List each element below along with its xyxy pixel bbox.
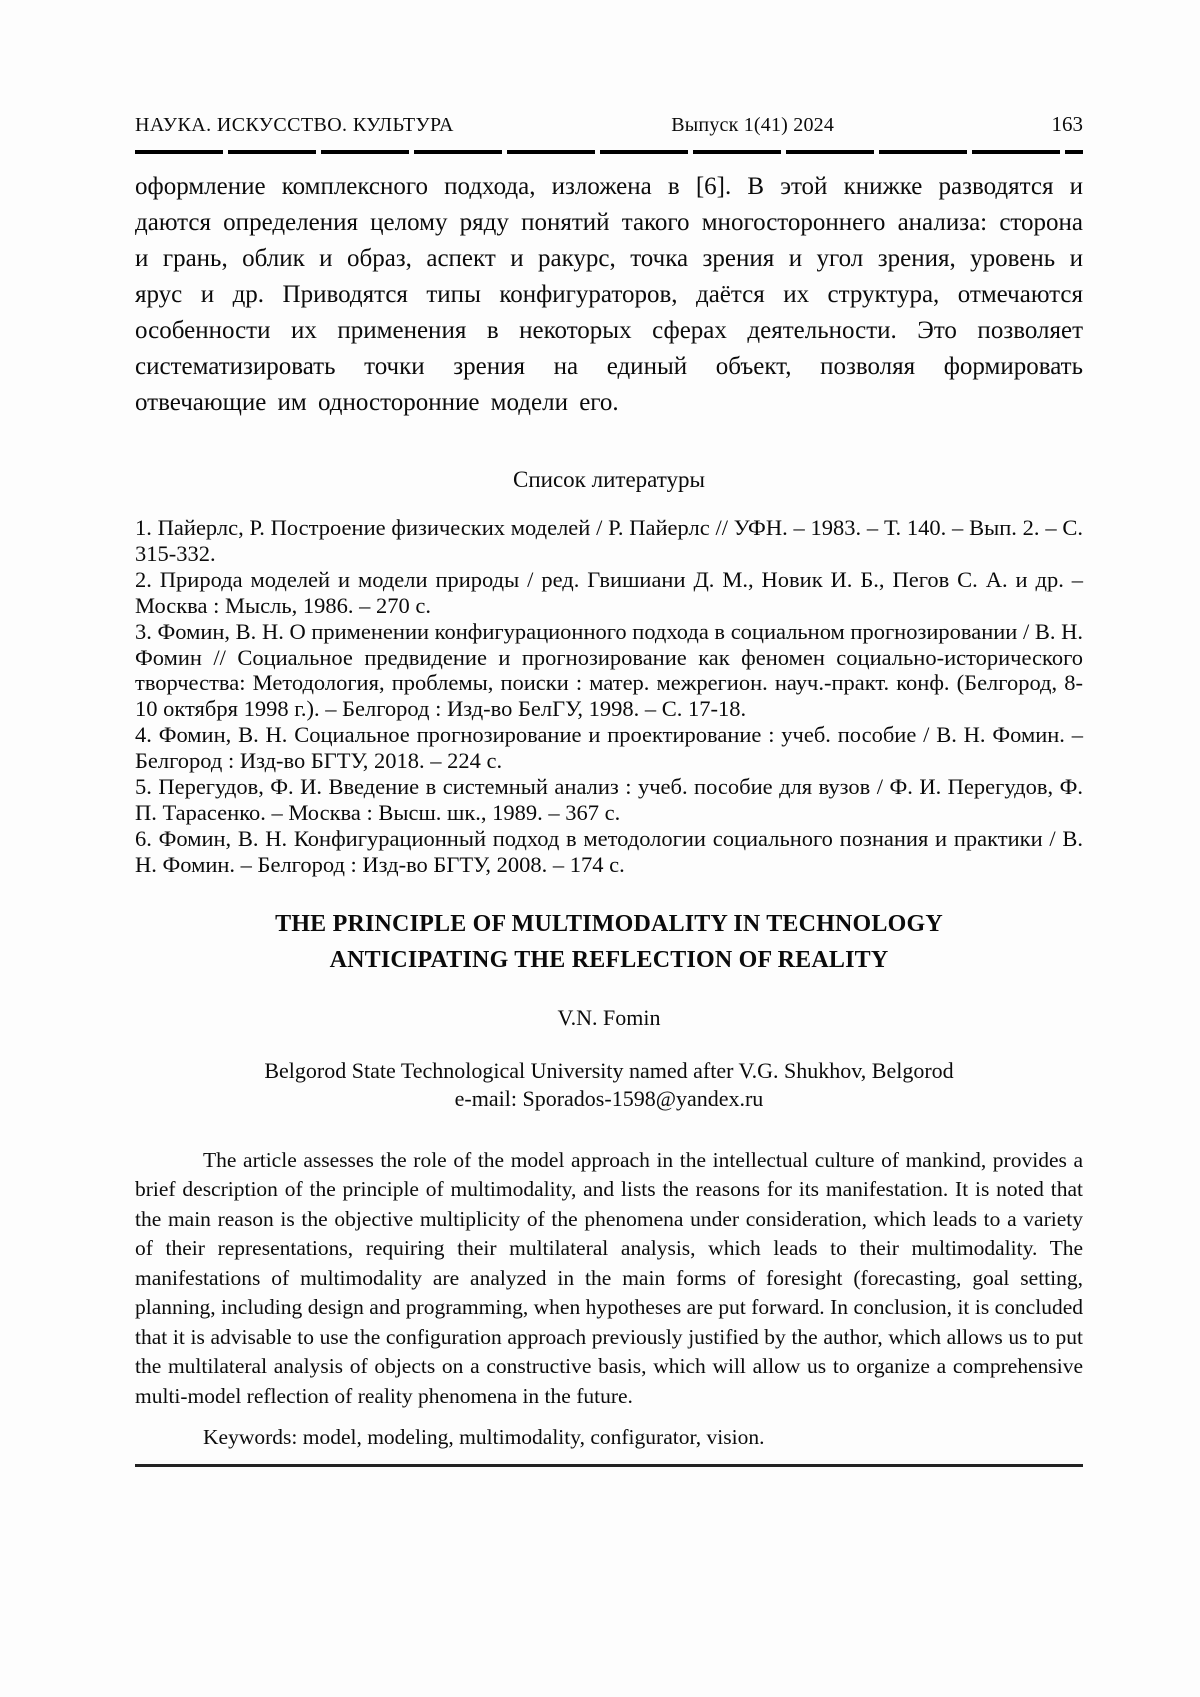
affiliation-block <box>135 1057 1083 1113</box>
page-header <box>135 112 1083 137</box>
article-title-english <box>135 906 1083 978</box>
issue-label: Выпуск 1(41) 2024 <box>671 114 835 136</box>
reference-item: 6. Фомин, В. Н. Конфигурационный подход в методологии социального познания и практики / В. Н. Фомин. – Белгород : Изд-во БГТУ, 2008. – 174 с. <box>135 825 1083 877</box>
header-rule <box>135 150 1083 154</box>
article-title-line: ANTICIPATING THE REFLECTION OF REALITY <box>329 946 889 973</box>
references-heading: Список литературы <box>513 467 705 492</box>
reference-item: 4. Фомин, В. Н. Социальное прогнозирование и проектирование : учеб. пособие / В. Н. Фомин. – Белгород : Изд-во БГТУ, 2018. – 224 с. <box>135 722 1083 774</box>
reference-item: 2. Природа моделей и модели природы / ред. Гвишиани Д. М., Новик И. Б., Пегов С. А. и др. – Москва : Мысль, 1986. – 270 с. <box>135 566 1083 618</box>
body-paragraph: оформление комплексного подхода, изложена в [6]. В этой книжке разводятся и даются определения целому ряду понятий такого многостороннего анализа: сторона и грань, облик и образ, аспект и ракурс, точка зрения и угол зрения, уровень и ярус и др. Приводятся типы конфигураторов, даётся их структура, отмечаются особенности их применения в некоторых сферах деятельности. Это позволяет систематизировать точки зрения на единый объект, позволяя формировать отвечающие им односторонние модели его. <box>135 173 1083 416</box>
page-number: 163 <box>1051 112 1083 136</box>
article-title-line: THE PRINCIPLE OF MULTIMODALITY IN TECHNOLOGY <box>275 910 943 937</box>
reference-item: 1. Пайерлс, Р. Построение физических моделей / Р. Пайерлс // УФН. – 1983. – Т. 140. – Вып. 2. – С. 315-332. <box>135 515 1083 566</box>
keywords-line: Keywords: model, modeling, multimodality, configurator, vision. <box>203 1425 765 1450</box>
journal-title: НАУКА. ИСКУССТВО. КУЛЬТУРА <box>135 114 454 136</box>
affiliation-line: Belgorod State Technological University named after V.G. Shukhov, Belgorod <box>264 1057 954 1083</box>
reference-item: 3. Фомин, В. Н. О применении конфигурационного подхода в социальном прогнозировании / В. Н. Фомин // Социальное предвидение и прогнозирование как феномен социально-исторического творчества: Методология, проблемы, поиски : матер. межрегион. науч.-практ. конф. (Белгород, 8-10 октября 1998 г.). – Белгород : Изд-во БелГУ, 1998. – С. 17-18. <box>135 618 1083 722</box>
abstract-paragraph: The article assesses the role of the model approach in the intellectual culture of mankind, provides a brief description of the principle of multimodality, and lists the reasons for its manifestation. It is noted that the main reason is the objective multiplicity of the phenomena under consideration, which leads to a variety of their representations, requiring their multilateral analysis, which leads to their multimodality. The manifestations of multimodality are analyzed in the main forms of foresight (forecasting, goal setting, planning, including design and programming, when hypotheses are put forward. In conclusion, it is concluded that it is advisable to use the configuration approach previously justified by the author, which allows us to put the multilateral analysis of objects on a constructive basis, which will allow us to organize a comprehensive multi-model reflection of reality phenomena in the future. <box>135 1147 1083 1408</box>
references-list <box>135 515 1083 878</box>
author-name: V.N. Fomin <box>557 1004 661 1030</box>
footer-rule <box>135 1464 1083 1467</box>
email-line: e-mail: Sporados-1598@yandex.ru <box>454 1085 764 1111</box>
reference-item: 5. Перегудов, Ф. И. Введение в системный анализ : учеб. пособие для вузов / Ф. И. Перегудов, Ф. П. Тарасенко. – Москва : Высш. шк., 1989. – 367 с. <box>135 774 1083 825</box>
